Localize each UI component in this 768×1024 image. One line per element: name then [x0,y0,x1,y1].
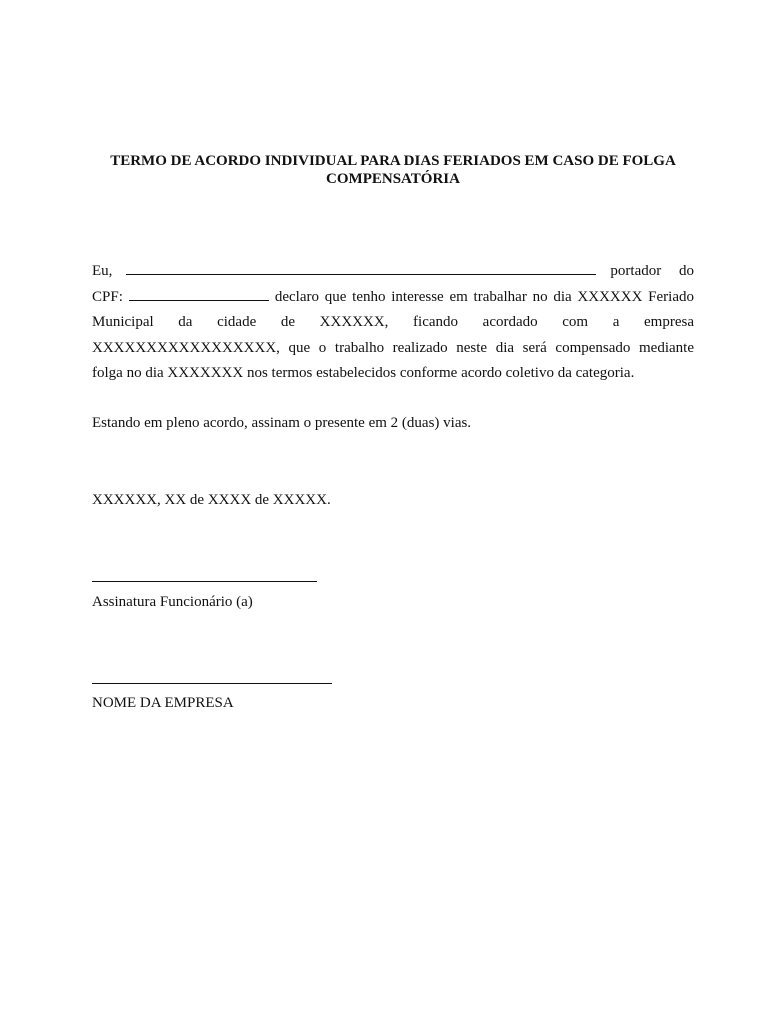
cpf-blank [129,286,269,301]
declaration-line-5: folga no dia XXXXXXX nos termos estabelecidos conforme acordo coletivo da categoria. [92,365,635,381]
declaration-line-3: Municipal da cidade de XXXXXX, ficando acordado com a empresa [92,314,694,330]
name-blank [126,260,596,275]
employee-signature-label: Assinatura Funcionário (a) [92,594,253,610]
title-line-1: TERMO DE ACORDO INDIVIDUAL PARA DIAS FERIADOS EM CASO DE FOLGA [110,153,676,169]
company-signature-label: NOME DA EMPRESA [92,695,234,711]
declaration-name-prefix: Eu, [92,263,113,279]
declaration-paragraph [92,259,694,387]
declaration-line-2-text: declaro que tenho interesse em trabalhar no dia XXXXXX Feriado [274,288,694,305]
title-line-2: COMPENSATÓRIA [326,171,460,187]
cpf-label: CPF: [92,288,123,305]
declaration-line-2 [92,285,694,311]
employee-signature-line [92,581,317,582]
declaration-line-1 [92,259,694,285]
declaration-line-4: XXXXXXXXXXXXXXXXX, que o trabalho realizado neste dia será compensado mediante [92,339,694,356]
document-title [92,152,694,188]
declaration-name-suffix: portador do [610,263,694,279]
company-signature-line [92,683,332,684]
agreement-text: Estando em pleno acordo, assinam o presente em 2 (duas) vias. [92,415,472,431]
place-date-text: XXXXXX, XX de XXXX de XXXXX. [92,492,331,508]
